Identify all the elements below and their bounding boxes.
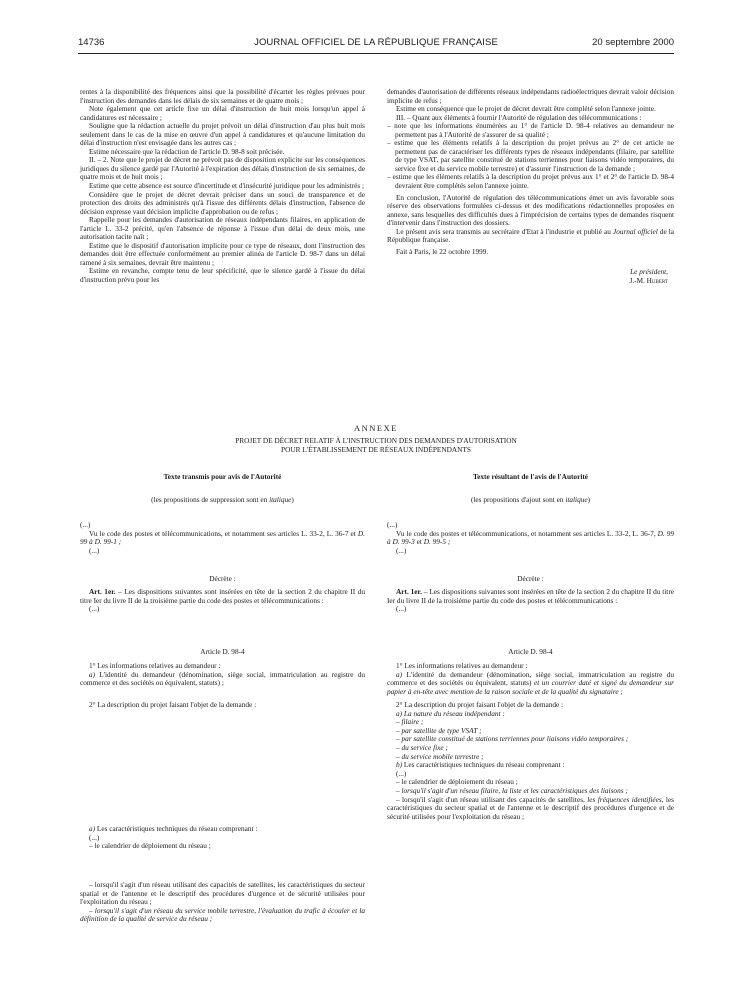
journal-title: JOURNAL OFFICIEL DE LA RÉPUBLIQUE FRANÇAISE [254, 37, 498, 48]
left-satellite-item: – lorsqu'il s'agit d'un réseau utilisant des capacités de satellites, les caractéristiques du secteur spatial et de l'antenne et le descriptif des procédures d'urgence et de sécurité utilisées pour l'exploitation du réseau ; – lorsqu'il s'agit d'un réseau du service mobile terrestre, l'évaluation du trafic à écouler et la définition de la qualité de service du réseau ; [80, 880, 365, 924]
left-demandeur: 1° Les informations relatives au demandeur : a) L'identité du demandeur (dénomination, siège social, immatriculation au registre du commerce et des sociétés ou équivalent, statuts) ; [80, 661, 365, 688]
left-decrete: Décrète : [209, 574, 236, 583]
right-note: (les propositions d'ajout sont en italique) [470, 495, 591, 504]
paragraph: Considère que le projet de décret devrait préciser dans un souci de transparence et de protection des droits des administrés qu'à l'issue des différents délais d'instruction, l'absence de décision expresse vaut décision implicite d'approbation ou de refus ; [80, 190, 365, 216]
list-item: – note que les informations énumérées au 1° de l'article D. 98-4 relatives au demandeur ne permettent pas à l'Autorité de s'assurer de sa qualité ; [387, 122, 674, 139]
paragraph: Estime en conséquence que le projet de décret devrait être complété selon l'annexe jointe. [396, 105, 656, 114]
paragraph: Estime que cette absence est source d'incertitude et d'insécurité juridique pour les administrés ; [89, 182, 365, 191]
date-line: Fait à Paris, le 22 octobre 1999. [396, 247, 489, 256]
paragraph: Estime en revanche, compte tenu de leur spécificité, que le silence gardé à l'issue du délai d'instruction prévu pour les [80, 267, 365, 285]
paragraph: III. – Quant aux éléments à fournir l'Autorité de régulation des télécommunications : [396, 113, 642, 122]
paragraph: Estime nécessaire que la rédaction de l'article D. 98-8 soit précisée. [89, 147, 285, 156]
left-heading: Texte transmis pour avis de l'Autorité [163, 472, 282, 481]
left-caracteristiques: a) Les caractéristiques techniques du réseau comprenant : (...) – le calendrier de déploiement du réseau ; [89, 824, 258, 851]
left-preamble: (...) Vu le code des postes et télécommunications, et notamment ses articles L. 33-2, L. 36-7 et D. 99 à D. 99-1 ; (...) [80, 520, 365, 555]
paragraph: Note également que cet article fixe un délai d'instruction de huit mois lorsqu'un appel à candidatures est nécessaire ; [80, 105, 365, 122]
page-header [78, 37, 674, 53]
left-article-title: Article D. 98-4 [200, 647, 245, 656]
right-description: 2° La description du projet faisant l'objet de la demande : a) La nature du réseau indépendant : – filaire ; – par satellite de type VSAT ; – par satellite constitué de stations terriennes pour liaisons vidéo temporaires ; – du service fixe ; – du service mobile terrestre ; b) Les caractéristiques techniques du réseau comprenant : (...) – le calendrier de déploiement du réseau ; – lorsqu'il s'agit d'un réseau filaire, la liste et les caractéristiques des liaisons ; – lorsqu'il s'agit d'un réseau utilisant des capacités de satellites, les fréquences identifiées, les caractéristiques du secteur spatial et de l'antenne et le descriptif des procédures d'urgence et de sécurité utilisées pour l'exploitation du réseau ; [387, 700, 674, 821]
decree-title: PROJET DE DÉCRET RELATIF À L'INSTRUCTION DES DEMANDES D'AUTORISATION POUR L'ÉTABLISSEMENT DE RÉSEAUX INDÉPENDANTS [235, 436, 517, 454]
right-demandeur: 1° Les informations relatives au demandeur : a) L'identité du demandeur (dénomination, siège social, immatriculation au registre du commerce et des sociétés ou équivalent, statuts) et un courrier daté et signé du demandeur sur papier à en-tête avec mention de la raison sociale et de la qualité du signataire ; [387, 661, 674, 696]
right-preamble: (...) Vu le code des postes et télécommunications, et notamment ses articles L. 33-2, L. 36-7, D. 99 à D. 99-3 et D. 99-5 ; (...) [387, 520, 674, 555]
list-item: – estime que les éléments relatifs à la description du projet prévus aux 1° et 2° de l'article D. 98-4 devraient être complétés selon l'annexe jointe. [387, 173, 674, 191]
paragraph: demandes d'autorisation de différents réseaux indépendants radioélectriques devrait valoir décision implicite de refus ; [387, 88, 674, 105]
left-article-1: Art. 1er. – Les dispositions suivantes sont insérées en tête de la section 2 du chapitre II du titre Ier du livre II de la troisième partie du code des postes et télécommunications : (...) [80, 587, 365, 614]
list-item: – estime que les éléments relatifs à la description du projet prévus au 2° de cet article ne permettent pas de caractériser les différents types de réseaux indépendants (filaire, par satellite de type VSAT, par satellite constitué de stations terriennes pour liaisons vidéo temporaires, du service fixe et du service mobile terrestre) et d'assurer l'instruction de la demande ; [387, 139, 674, 173]
conclusion-paragraph: En conclusion, l'Autorité de régulation des télécommunications émet un avis favorable sous réserve des observations formulées ci-dessus et des modifications rédactionnelles proposées en annexe, sans lesquelles des difficultés dues à l'imprécision de certains types de demandes risquent d'intervenir dans l'instruction des dossiers. [387, 193, 674, 228]
paragraph: rentes à la disponibilité des fréquences ainsi que la possibilité d'écarter les règles prévues pour l'instruction des demandes dans les délais de six semaines et de quatre mois ; [80, 88, 365, 105]
paragraph: Rappelle pour les demandes d'autorisation de réseaux indépendants filaires, en application de l'article L. 33-2 précité, qu'en l'absence de réponse à l'issue d'un délai de deux mois, une autorisation tacite naît ; [80, 216, 365, 242]
signature-title: Le président, [630, 268, 668, 277]
annexe-title: ANNEXE [354, 423, 398, 433]
left-note: (les propositions de suppression sont en italique) [151, 495, 294, 504]
left-description: 2° La description du projet faisant l'objet de la demande : [89, 700, 257, 709]
issue-date: 20 septembre 2000 [592, 37, 674, 48]
column-left-top [80, 88, 365, 285]
paragraph: Souligne que la rédaction actuelle du projet prévoit un délai d'instruction d'au plus huit mois seulement dans le cas de la mise en œuvre d'un appel à candidatures et qu'aucune limitation du délai d'instruction n'est envisagée dans les autres cas ; [80, 122, 365, 148]
paragraph: Estime que le dispositif d'autorisation implicite pour ce type de réseaux, dont l'instruction des demandes doit être effectuée conformément au premier alinéa de l'article D. 98-7 dans un délai ramené à six semaines, devrait être maintenu ; [80, 241, 365, 267]
right-heading: Texte résultant de l'avis de l'Autorité [472, 472, 589, 481]
right-decrete: Décrète : [517, 574, 544, 583]
right-article-title: Article D. 98-4 [508, 647, 553, 656]
right-article-1: Art. 1er. – Les dispositions suivantes sont insérées en tête de la section 2 du chapitre II du titre Ier du livre II de la troisième partie du code des postes et télécommunications : (...) [387, 587, 674, 614]
signature-name: J.-M. Hubert [629, 276, 668, 285]
column-right-top [387, 88, 674, 285]
page-number: 14736 [78, 37, 105, 48]
transmission-paragraph: Le présent avis sera transmis au secrétaire d'Etat à l'industrie et publié au Journal officiel de la République française. [387, 227, 675, 245]
paragraph: II. – 2. Note que le projet de décret ne prévoit pas de disposition explicite sur les conséquences juridiques du silence gardé par l'Autorité à l'expiration des délais d'instruction de six semaines, de quatre mois et de huit mois ; [80, 156, 365, 182]
header-rule [78, 53, 674, 54]
